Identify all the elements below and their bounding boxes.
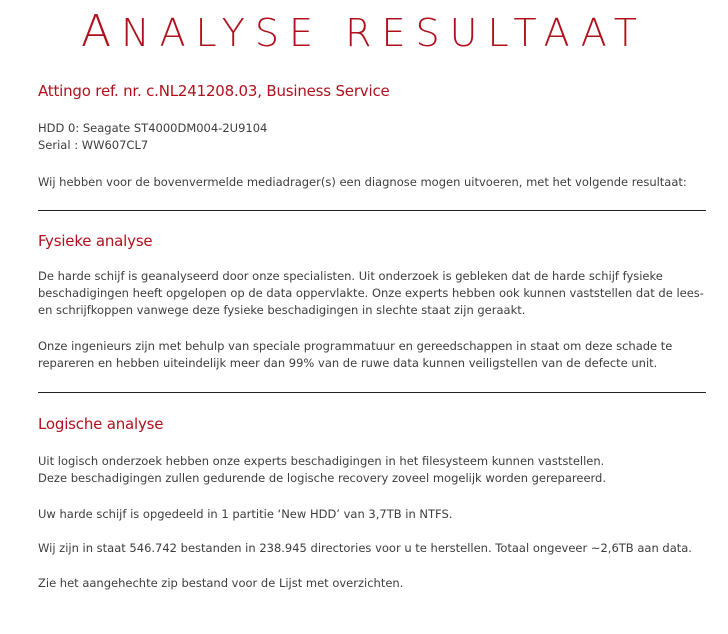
partition-line: Uw harde schijf is opgedeeld in 1 partitie ‘New HDD’ van 3,7TB in NTFS. xyxy=(38,507,453,521)
fysieke-paragraph-1: De harde schijf is geanalyseerd door onze specialisten. Uit onderzoek is gebleken dat de harde schijf fysieke beschadigingen heeft opgelopen op de data oppervlakte. Onze experts hebben ook kunnen vaststellen dat de lees- en schrijfkoppen vanwege deze fysieke beschadigingen in slechte staat zijn geraakt. xyxy=(38,269,704,317)
report-title xyxy=(0,6,728,57)
intro-text: Wij hebben voor de bovenvermelde mediadrager(s) een diagnose mogen uitvoeren, met het volgende resultaat: xyxy=(38,175,687,189)
report-title-initial: A xyxy=(81,6,122,57)
fysieke-paragraph-2: Onze ingenieurs zijn met behulp van speciale programmatuur en gereedschappen in staat om deze schade te repareren en hebben uiteindelijk meer dan 99% van de ruwe data kunnen veiligstellen van de defecte unit. xyxy=(38,339,673,370)
logische-paragraph-1 xyxy=(38,453,708,487)
fysieke-analyse-heading: Fysieke analyse xyxy=(38,232,153,250)
report-title-rest: NALYSE RESULTAAT xyxy=(121,11,647,55)
section-divider-2 xyxy=(38,392,706,393)
logische-analyse-heading: Logische analyse xyxy=(38,415,164,433)
section-divider-1 xyxy=(38,210,706,211)
serial-line: Serial : WW607CL7 xyxy=(38,138,149,152)
zip-file-line: Zie het aangehechte zip bestand voor de Lijst met overzichten. xyxy=(38,576,404,590)
logische-line-1: Uit logisch onderzoek hebben onze experts beschadigingen in het filesysteem kunnen vaststellen. xyxy=(38,454,605,468)
logische-line-2: Deze beschadigingen zullen gedurende de logische recovery zoveel mogelijk worden gerepareerd. xyxy=(38,471,607,485)
reference-line: Attingo ref. nr. c.NL241208.03, Business Service xyxy=(38,82,390,100)
device-info xyxy=(38,120,708,154)
files-recovered-line: Wij zijn in staat 546.742 bestanden in 238.945 directories voor u te herstellen. Totaal ongeveer ~2,6TB aan data. xyxy=(38,541,692,555)
hdd-line: HDD 0: Seagate ST4000DM004-2U9104 xyxy=(38,121,268,135)
